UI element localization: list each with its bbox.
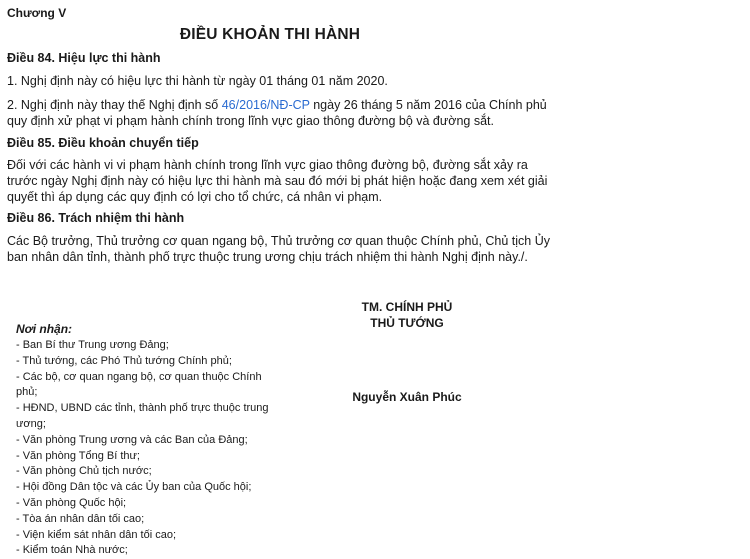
article-86-line-1: Các Bộ trưởng, Thủ trưởng cơ quan ngang bộ, Thủ trưởng cơ quan thuộc Chính phủ, Chủ tịch Ủy: [7, 234, 551, 248]
list-item: - Văn phòng Chủ tịch nước;: [16, 465, 152, 478]
article-85-line-3: quyết thì áp dụng các quy định có lợi cho tổ chức, cá nhân vi phạm.: [7, 190, 383, 204]
list-item: - HĐND, UBND các tỉnh, thành phố trực thuộc trung ương;: [16, 402, 269, 430]
signature-position: THỦ TƯỚNG: [370, 316, 444, 330]
article-86-heading: Điều 86. Trách nhiệm thi hành: [7, 211, 185, 225]
section-title: ĐIỀU KHOẢN THI HÀNH: [179, 26, 361, 43]
list-item: - Viện kiểm sát nhân dân tối cao;: [16, 528, 177, 541]
article-84-para-2-line-1: [7, 97, 547, 113]
list-item: - Kiểm toán Nhà nước;: [16, 544, 128, 557]
list-item: - Hội đồng Dân tộc và các Ủy ban của Quốc hội;: [16, 481, 252, 494]
article-85-line-2: trước ngày Nghị định này có hiệu lực thi hành mà sau đó mới bị phát hiện hoặc đang xem xét giải: [7, 174, 548, 188]
decree-link[interactable]: 46/2016/NĐ-CP: [221, 98, 310, 112]
list-item: - Văn phòng Trung ương và các Ban của Đảng;: [16, 433, 248, 446]
para-text: ngày 26 tháng 5 năm 2016 của Chính phủ: [309, 98, 547, 112]
article-85-line-1: Đối với các hành vi vi phạm hành chính trong lĩnh vực giao thông đường bộ, đường sắt xảy ra: [7, 158, 528, 172]
list-item: - Tòa án nhân dân tối cao;: [16, 512, 145, 525]
recipients-title: Nơi nhận:: [16, 322, 73, 336]
signature-org: TM. CHÍNH PHỦ: [361, 300, 453, 314]
list-item: - Văn phòng Quốc hội;: [16, 496, 127, 509]
list-item: - Thủ tướng, các Phó Thủ tướng Chính phủ;: [16, 354, 232, 367]
signer-name: Nguyễn Xuân Phúc: [352, 390, 462, 404]
list-item: - Ban Bí thư Trung ương Đảng;: [16, 339, 169, 351]
article-84-para-2-line-2: quy định xử phạt vi phạm hành chính trong lĩnh vực giao thông đường bộ và đường sắt.: [7, 114, 494, 128]
list-item: - Các bộ, cơ quan ngang bộ, cơ quan thuộc Chính phủ;: [16, 370, 262, 399]
article-86-line-2: ban nhân dân tỉnh, thành phố trực thuộc trung ương chịu trách nhiệm thi hành Nghị định này./.: [7, 250, 528, 264]
list-item: - Văn phòng Tổng Bí thư;: [16, 449, 140, 462]
article-84-heading: Điều 84. Hiệu lực thi hành: [7, 51, 161, 65]
article-85-heading: Điều 85. Điều khoản chuyển tiếp: [7, 136, 199, 150]
article-84-para-1: 1. Nghị định này có hiệu lực thi hành từ ngày 01 tháng 01 năm 2020.: [7, 74, 388, 88]
para-text: 2. Nghị định này thay thế Nghị định số: [7, 98, 222, 112]
chapter-label: Chương V: [7, 6, 67, 20]
recipients-list: [16, 338, 276, 559]
